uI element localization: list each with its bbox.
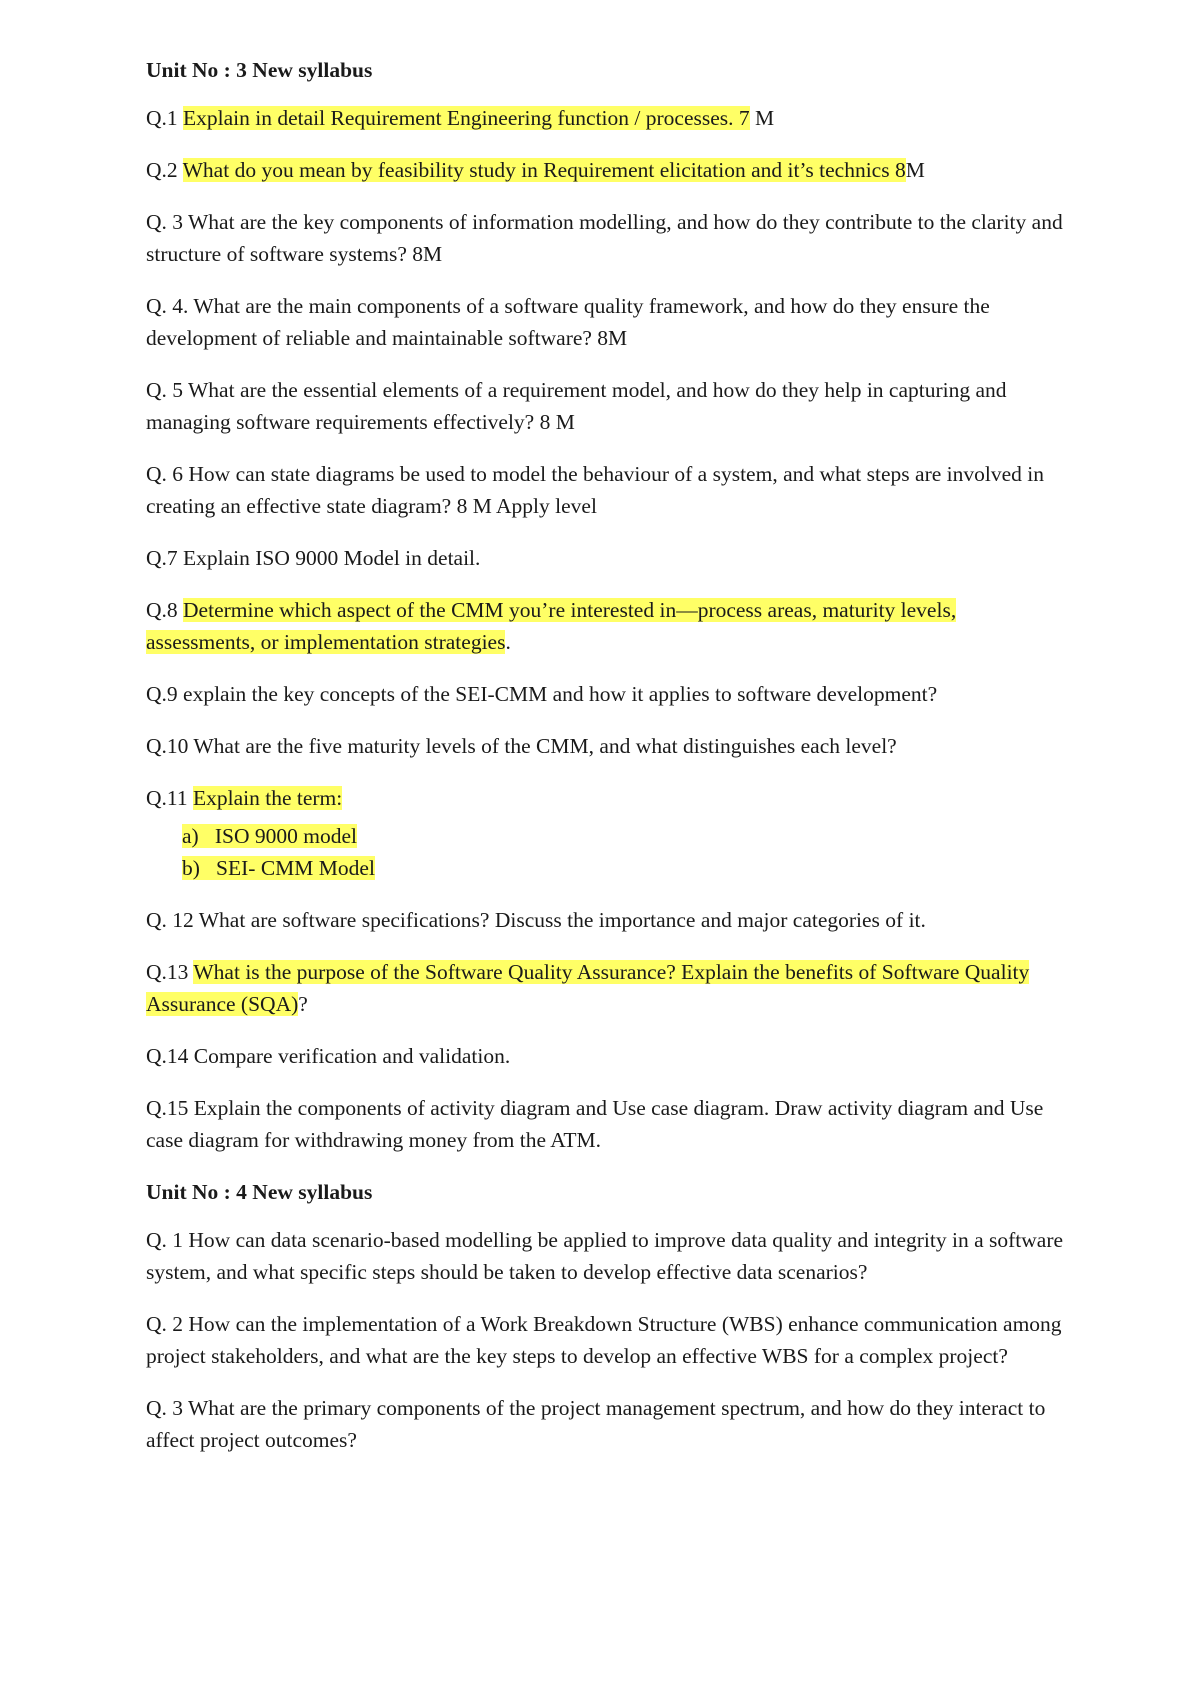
unit-3-question-15: Q.15 Explain the components of activity diagram and Use case diagram. Draw activity diagram and Use case diagram for withdrawing money from the ATM. <box>146 1096 1044 1152</box>
unit-3-question-9: Q.9 explain the key concepts of the SEI-CMM and how it applies to software development? <box>146 682 938 706</box>
unit-3-question-1 <box>146 102 1066 134</box>
unit-3-question-12: Q. 12 What are software specifications? Discuss the importance and major categories of it. <box>146 908 926 932</box>
unit-3-question-6: Q. 6 How can state diagrams be used to model the behaviour of a system, and what steps are involved in creating an effective state diagram? 8 M Apply level <box>146 462 1044 518</box>
unit-3-question-2 <box>146 154 1066 186</box>
list-item-text: ISO 9000 model <box>214 824 357 848</box>
unit-3-question-8 <box>146 594 1066 658</box>
unit-3-question-7: Q.7 Explain ISO 9000 Model in detail. <box>146 546 481 570</box>
highlighted-text: Explain the term: <box>192 786 343 810</box>
question-number: Q.1 <box>146 106 184 130</box>
unit-3-question-11 <box>146 782 1066 814</box>
unit-4-question-2: Q. 2 How can the implementation of a Work Breakdown Structure (WBS) enhance communication among project stakeholders, and what are the key steps to develop an effective WBS for a complex project? <box>146 1312 1062 1368</box>
highlighted-text: Determine which aspect of the CMM you’re interested in—process areas, maturity levels, assessments, or implementation strategies <box>146 598 957 654</box>
unit-4-question-1: Q. 1 How can data scenario-based modelling be applied to improve data quality and integrity in a software system, and what specific steps should be taken to develop effective data scenarios? <box>146 1228 1064 1284</box>
question-number: Q.8 <box>146 598 184 622</box>
question-tail: . <box>505 630 511 654</box>
highlighted-text: What is the purpose of the Software Quality Assurance? Explain the benefits of Software Quality Assurance (SQA) <box>146 960 1030 1016</box>
question-tail: M <box>749 106 775 130</box>
unit-4-heading: Unit No : 4 New syllabus <box>146 1180 373 1204</box>
highlighted-text <box>182 824 357 848</box>
question-tail: ? <box>298 992 308 1016</box>
question-number: Q.13 <box>146 960 194 984</box>
unit-3-heading: Unit No : 3 New syllabus <box>146 58 373 82</box>
unit-4-question-3: Q. 3 What are the primary components of the project management spectrum, and how do they interact to affect project outcomes? <box>146 1396 1046 1452</box>
highlighted-text <box>182 856 375 880</box>
unit-3-question-10: Q.10 What are the five maturity levels of the CMM, and what distinguishes each level? <box>146 734 897 758</box>
unit-3-question-14: Q.14 Compare verification and validation. <box>146 1044 511 1068</box>
unit-3-question-3: Q. 3 What are the key components of information modelling, and how do they contribute to the clarity and structure of software systems? 8M <box>146 210 1063 266</box>
list-marker: b) <box>182 856 200 880</box>
highlighted-text: Explain in detail Requirement Engineering function / processes. 7 <box>183 106 750 130</box>
list-item-text: SEI- CMM Model <box>216 856 375 880</box>
question-tail: M <box>905 158 925 182</box>
list-item <box>146 820 1066 852</box>
question-number: Q.2 <box>146 158 183 182</box>
unit-3-question-4: Q. 4. What are the main components of a software quality framework, and how do they ensure the development of reliable and maintainable software? 8M <box>146 294 990 350</box>
unit-3-question-5: Q. 5 What are the essential elements of a requirement model, and how do they help in capturing and managing software requirements effectively? 8 M <box>146 378 1007 434</box>
unit-3-question-13 <box>146 956 1066 1020</box>
question-number: Q.11 <box>146 786 193 810</box>
highlighted-text: What do you mean by feasibility study in Requirement elicitation and it’s technics 8 <box>182 158 906 182</box>
document-page <box>146 54 1066 1476</box>
unit-3-question-11-list <box>146 820 1066 884</box>
list-marker: a) <box>182 824 199 848</box>
list-item <box>146 852 1066 884</box>
